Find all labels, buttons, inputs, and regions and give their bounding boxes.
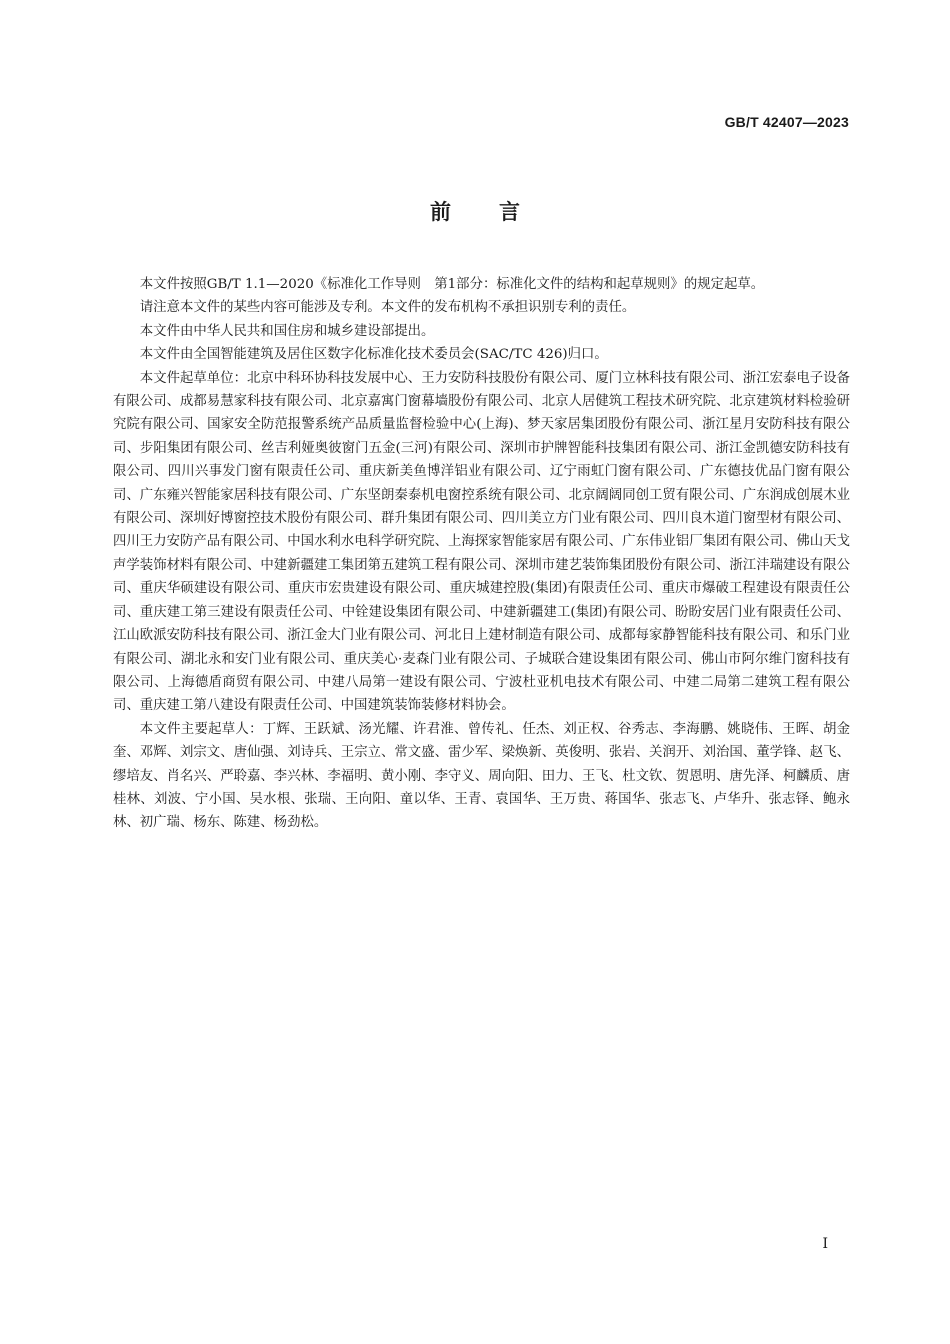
foreword-body [113,273,850,835]
page-title: 前言 [430,200,568,224]
paragraph-drafting-rules: 本文件按照GB/T 1.1—2020《标准化工作导则 第1部分：标准化文件的结构和起草规则》的规定起草。 [139,277,765,292]
page-number: I [822,1236,828,1252]
paragraph-patent-notice: 请注意本文件的某些内容可能涉及专利。本文件的发布机构不承担识别专利的责任。 [139,300,636,316]
standard-code: GB/T 42407—2023 [724,114,849,130]
paragraph-proposer: 本文件由中华人民共和国住房和城乡建设部提出。 [139,323,435,339]
paragraph-drafting-units: 本文件起草单位：北京中科环协科技发展中心、王力安防科技股份有限公司、厦门立林科技有限公司、浙江宏泰电子设备有限公司、成都易慧家科技有限公司、北京嘉寓门窗幕墙股份有限公司、北京人居健筑工程技术研究院、北京建筑材料检验研究院有限公司、国家安全防范报警系统产品质量监督检验中心(上海)、梦天家居集团股份有限公司、浙江星月安防科技有限公司、步阳集团有限公司、丝吉利娅奥彼窗门五金(三河)有限公司、深圳市护牌智能科技集团有限公司、浙江金凯德安防科技有限公司、四川兴事发门窗有限责任公司、重庆新美鱼博洋铝业有限公司、辽宁雨虹门窗有限公司、广东德技优品门窗有限公司、广东雍兴智能家居科技有限公司、广东坚朗秦泰机电窗控系统有限公司、北京阔阔同创工贸有限公司、广东润成创展木业有限公司、深圳好博窗控技术股份有限公司、群升集团有限公司、四川美立方门业有限公司、四川良木道门窗型材有限公司、四川王力安防产品有限公司、中国水利水电科学研究院、上海探家智能家居有限公司、广东伟业铝厂集团有限公司、佛山天戈声学装饰材料有限公司、中建新疆建工集团第五建筑工程有限公司、深圳市建艺装饰集团股份有限公司、浙江沣瑞建设有限公司、重庆华硕建设有限公司、重庆市宏贵建设有限公司、重庆城建控股(集团)有限责任公司、重庆市爆破工程建设有限责任公司、重庆建工第三建设有限责任公司、中铨建设集团有限公司、中建新疆建工(集团)有限公司、盼盼安居门业有限责任公司、江山欧派安防科技有限公司、浙江金大门业有限公司、河北日上建材制造有限公司、成都每家静智能科技有限公司、和乐门业有限公司、湖北永和安门业有限公司、重庆美心·麦森门业有限公司、子城联合建设集团有限公司、佛山市阿尔维门窗科技有限公司、上海德盾商贸有限公司、中建八局第一建设有限公司、宁波杜亚机电技术有限公司、中建二局第二建筑工程有限公司、重庆建工第八建设有限责任公司、中国建筑装饰装修材料协会。 [113,370,850,714]
paragraph-committee: 本文件由全国智能建筑及居住区数字化标准化技术委员会(SAC/TC 426)归口。 [139,347,608,363]
paragraph-drafters: 本文件主要起草人：丁辉、王跃斌、汤光耀、许君淮、曾传礼、任杰、刘正权、谷秀志、李海鹏、姚晓伟、王晖、胡金奎、邓辉、刘宗文、唐仙强、刘诗兵、王宗立、常文盛、雷少军、梁焕新、英俊明、张岩、关润开、刘治国、董学锋、赵飞、缪培友、肖名兴、严聆嘉、李兴林、李福明、黄小刚、李守义、周向阳、田力、王飞、杜文钦、贺恩明、唐先泽、柯麟质、唐桂林、刘波、宁小国、吴水根、张瑞、王向阳、童以华、王青、袁国华、王万贵、蒋国华、张志飞、卢华升、张志铎、鲍永林、初广瑞、杨东、陈建、杨劲松。 [113,721,850,831]
